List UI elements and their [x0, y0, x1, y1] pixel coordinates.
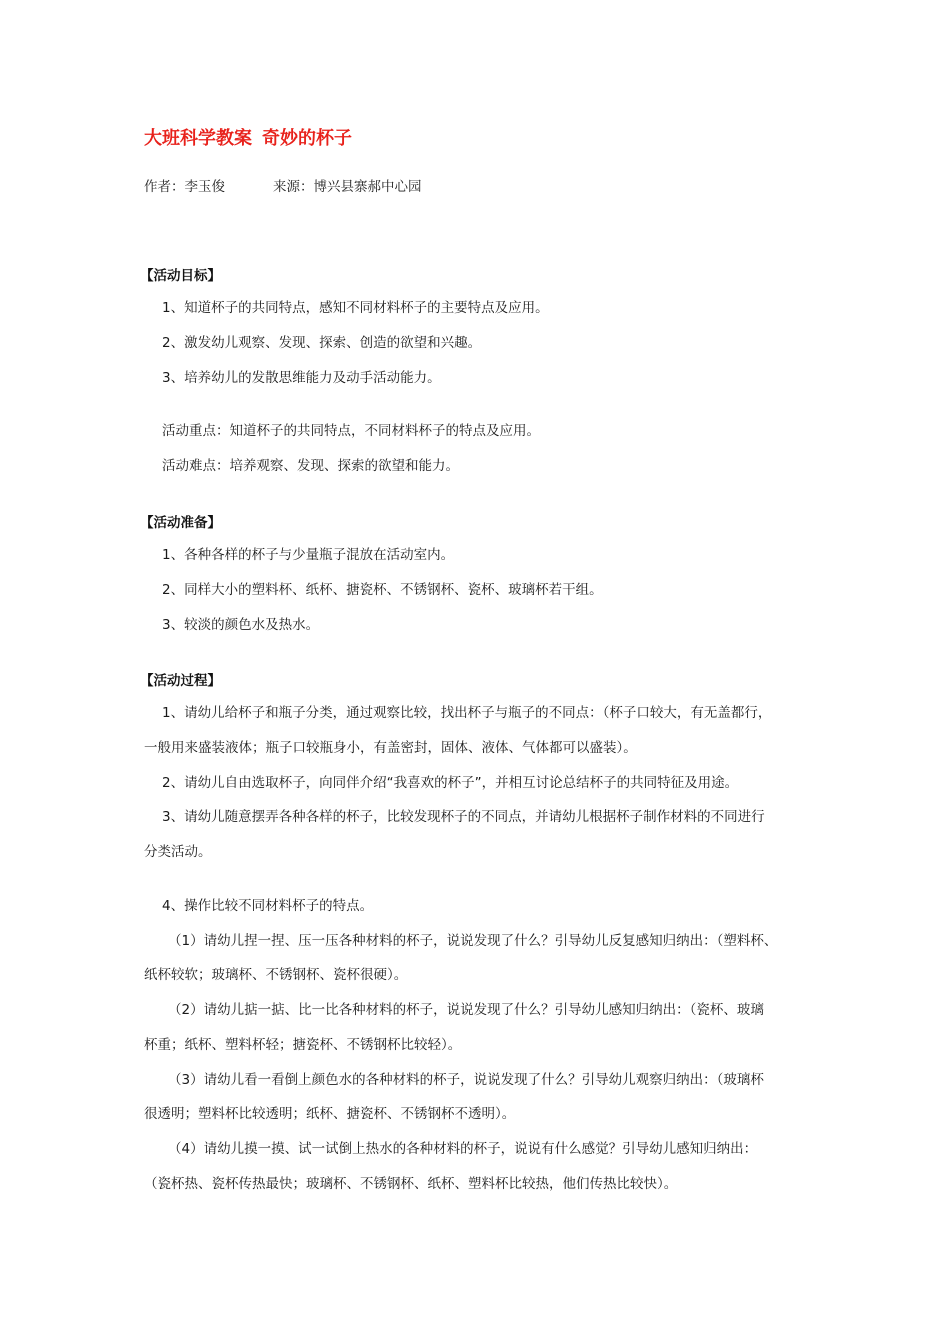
preparation-heading: 【活动准备】	[140, 515, 221, 531]
preparation-item-2: 2、同样大小的塑料杯、纸杯、搪瓷杯、不锈钢杯、瓷杯、玻璃杯若干组。	[162, 582, 603, 598]
goal-item-1: 1、知道杯子的共同特点，感知不同材料杯子的主要特点及应用。	[162, 300, 549, 316]
sub-step-2-line-1: （2）请幼儿掂一掂、比一比各种材料的杯子，说说发现了什么？引导幼儿感知归纳出：（瓷杯、玻璃	[168, 1002, 764, 1018]
process-step-1-line-2: 一般用来盛装液体；瓶子口较瓶身小，有盖密封，固体、液体、气体都可以盛装）。	[144, 740, 637, 756]
sub-step-3-line-2: 很透明；塑料杯比较透明；纸杯、搪瓷杯、不锈钢杯不透明）。	[144, 1106, 516, 1122]
sub-step-2-line-2: 杯重；纸杯、塑料杯轻；搪瓷杯、不锈钢杯比较轻）。	[144, 1037, 462, 1053]
document-title	[144, 124, 352, 150]
preparation-item-1: 1、各种各样的杯子与少量瓶子混放在活动室内。	[162, 547, 455, 563]
sub-step-4-line-2: （瓷杯热、瓷杯传热最快；玻璃杯、不锈钢杯、纸杯、塑料杯比较热，他们传热比较快）。	[144, 1176, 678, 1192]
process-step-1-line-1: 1、请幼儿给杯子和瓶子分类，通过观察比较，找出杯子与瓶子的不同点：（杯子口较大，有无盖都行，	[162, 705, 772, 721]
title-part-1: 大班科学教案	[144, 128, 252, 149]
process-step-2: 2、请幼儿自由选取杯子，向同伴介绍“我喜欢的杯子”，并相互讨论总结杯子的共同特征及用途。	[162, 775, 739, 791]
key-point-text: 活动重点：知道杯子的共同特点，不同材料杯子的特点及应用。	[162, 423, 540, 439]
author-text: 作者：李玉俊	[144, 179, 225, 195]
process-step-3-line-2: 分类活动。	[144, 844, 212, 860]
process-step-4: 4、操作比较不同材料杯子的特点。	[162, 898, 374, 914]
sub-step-4-line-1: （4）请幼儿摸一摸、试一试倒上热水的各种材料的杯子，说说有什么感觉？引导幼儿感知归纳出：	[168, 1141, 758, 1157]
sub-step-1-line-1: （1）请幼儿捏一捏、压一压各种材料的杯子，说说发现了什么？引导幼儿反复感知归纳出：（塑料杯、	[168, 933, 778, 949]
process-step-3-line-1: 3、请幼儿随意摆弄各种各样的杯子，比较发现杯子的不同点，并请幼儿根据杯子制作材料的不同进行	[162, 809, 765, 825]
sub-step-3-line-1: （3）请幼儿看一看倒上颜色水的各种材料的杯子，说说发现了什么？引导幼儿观察归纳出：（玻璃杯	[168, 1072, 764, 1088]
source-text: 来源：博兴县寨郝中心园	[273, 179, 422, 195]
title-part-2: 奇妙的杯子	[262, 128, 352, 149]
goals-heading: 【活动目标】	[140, 268, 221, 284]
goal-item-3: 3、培养幼儿的发散思维能力及动手活动能力。	[162, 370, 441, 386]
preparation-item-3: 3、较淡的颜色水及热水。	[162, 617, 320, 633]
difficulty-text: 活动难点：培养观察、发现、探索的欲望和能力。	[162, 458, 459, 474]
process-heading: 【活动过程】	[140, 673, 221, 689]
sub-step-1-line-2: 纸杯较软；玻璃杯、不锈钢杯、瓷杯很硬）。	[144, 967, 408, 983]
document-meta	[144, 175, 422, 195]
goal-item-2: 2、激发幼儿观察、发现、探索、创造的欲望和兴趣。	[162, 335, 482, 351]
